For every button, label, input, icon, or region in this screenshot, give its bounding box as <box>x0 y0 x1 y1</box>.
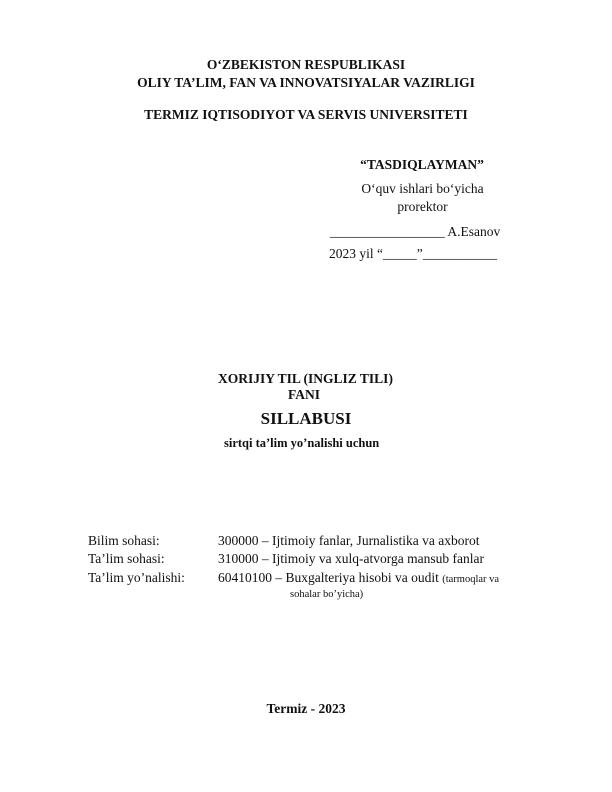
approval-role-line2: prorektor <box>397 199 448 214</box>
syllabus-subtitle: sirtqi ta’lim yo’nalishi uchun <box>224 436 380 450</box>
approval-date: 2023 yil “_____”___________ <box>329 246 497 261</box>
info-value-direction <box>218 570 499 586</box>
info-value-direction-note: (tarmoqlar va <box>442 574 500 585</box>
ministry-line1: O‘ZBEKISTON RESPUBLIKASI <box>206 57 406 72</box>
syllabus-heading: SILLABUSI <box>260 409 352 428</box>
info-label-direction: Ta’lim yo’nalishi: <box>88 570 185 585</box>
approval-role-line1: O‘quv ishlari bo‘yicha <box>361 181 484 196</box>
info-value-knowledge-area: 300000 – Ijtimoiy fanlar, Jurnalistika va axborot <box>218 533 480 548</box>
ministry-line2: OLIY TA’LIM, FAN VA INNOVATSIYALAR VAZIRLIGI <box>137 75 475 90</box>
info-direction-continuation: sohalar bo’yicha) <box>290 589 364 600</box>
info-label-knowledge-area: Bilim sohasi: <box>88 533 160 548</box>
subject-title-line2: FANI <box>288 387 320 402</box>
footer-place-year: Termiz - 2023 <box>266 701 346 716</box>
approval-title: “TASDIQLAYMAN” <box>360 157 484 172</box>
subject-title-line1: XORIJIY TIL (INGLIZ TILI) <box>218 371 393 386</box>
info-value-education-area: 310000 – Ijtimoiy va xulq-atvorga mansub fanlar <box>218 551 484 566</box>
info-label-education-area: Ta’lim sohasi: <box>88 551 165 566</box>
university-name: TERMIZ IQTISODIYOT VA SERVIS UNIVERSITETI <box>144 107 468 122</box>
signature-line: _________________ A.Esanov <box>330 224 501 239</box>
info-value-direction-text: 60410100 – Buxgalteriya hisobi va oudit <box>218 570 439 585</box>
